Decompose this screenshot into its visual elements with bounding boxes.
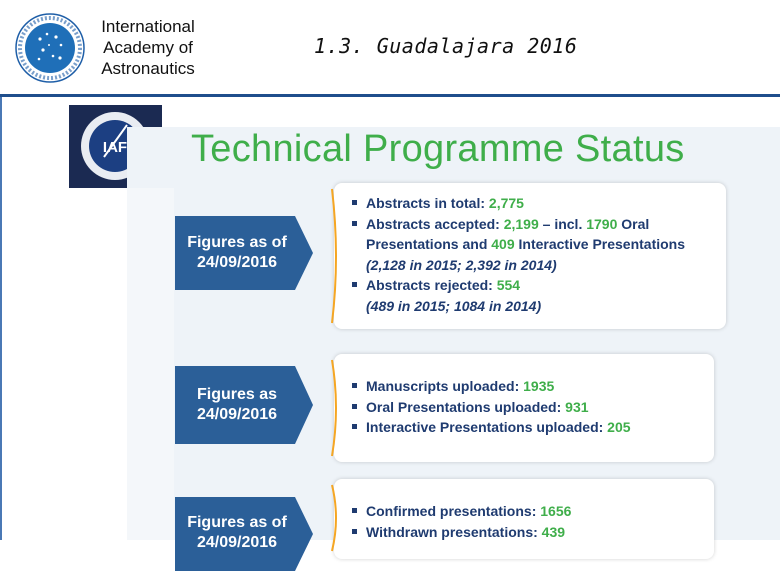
left-border [0, 97, 2, 540]
list-item: Abstracts in total: 2,775 [348, 193, 685, 214]
list-item: Confirmed presentations: 1656 [348, 501, 571, 522]
slide-title: 1.3. Guadalajara 2016 [314, 34, 578, 58]
organization-name-line-2: Academy of [103, 38, 193, 57]
info-card-3 [334, 479, 714, 559]
figures-label-1 [175, 216, 313, 290]
list-item: (489 in 2015; 1084 in 2014) [366, 297, 542, 314]
figures-label-3-line-1: Figures as of [187, 514, 287, 531]
list-item: Abstracts rejected: 554 [348, 275, 685, 296]
iaf-logo-text: IAF [102, 139, 128, 156]
iaa-logo [14, 12, 86, 84]
list-item: Oral Presentations uploaded: 931 [348, 397, 631, 418]
list-item: Manuscripts uploaded: 1935 [348, 376, 631, 397]
figures-label-2-line-2: 24/09/2016 [196, 406, 278, 423]
figures-label-3 [175, 497, 313, 571]
info-card-1 [334, 183, 726, 329]
list-item: Presentations and 409 Interactive Presentations [366, 236, 686, 252]
figures-label-1-line-2: 24/09/2016 [196, 254, 278, 271]
figures-label-2-line-1: Figures as [196, 386, 278, 403]
info-card-2 [334, 354, 714, 462]
bracket-icon [330, 358, 344, 458]
status-heading: Technical Programme Status [191, 128, 685, 170]
figures-label-1-line-1: Figures as of [187, 234, 287, 251]
bracket-icon [330, 187, 344, 325]
slide-left-margin [127, 188, 174, 540]
list-item: Abstracts accepted: 2,199 – incl. 1790 Oral [348, 214, 685, 235]
figures-label-2 [175, 366, 313, 440]
bracket-icon [330, 483, 344, 553]
organization-name [92, 16, 204, 79]
list-item: (2,128 in 2015; 2,392 in 2014) [366, 256, 557, 273]
figures-label-3-line-2: 24/09/2016 [196, 534, 278, 551]
header-divider [0, 94, 780, 97]
organization-name-line-3: Astronautics [101, 59, 195, 78]
list-item: Interactive Presentations uploaded: 205 [348, 417, 631, 438]
organization-name-line-1: International [101, 17, 195, 36]
list-item: Withdrawn presentations: 439 [348, 522, 571, 543]
